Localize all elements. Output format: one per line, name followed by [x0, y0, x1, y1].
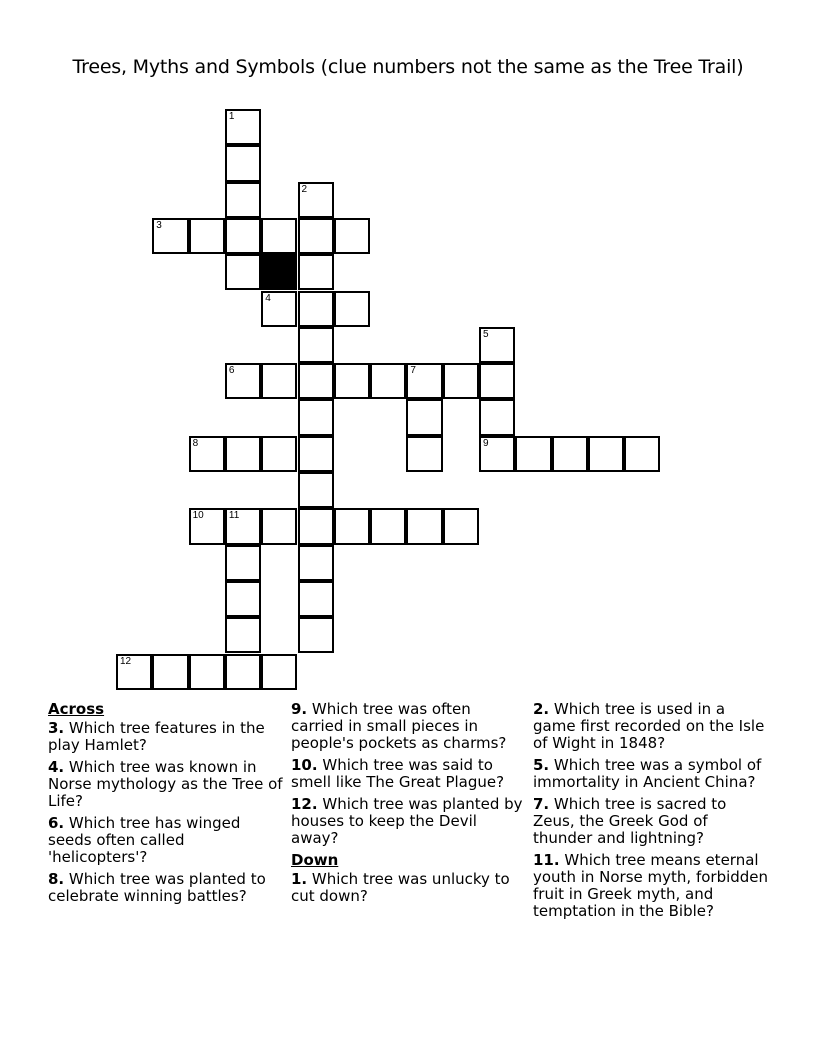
- grid-cell[interactable]: [588, 436, 624, 472]
- grid-cell[interactable]: [225, 145, 261, 181]
- grid-cell[interactable]: [261, 363, 297, 399]
- clue-text: Which tree was planted by houses to keep the Devil away?: [291, 795, 523, 847]
- grid-cell[interactable]: [479, 327, 515, 363]
- crossword-grid: [117, 110, 677, 700]
- grid-cell[interactable]: [261, 508, 297, 544]
- grid-cell[interactable]: [406, 508, 442, 544]
- grid-cell[interactable]: [225, 508, 261, 544]
- clue-number: 4.: [48, 758, 65, 776]
- grid-cell[interactable]: [443, 363, 479, 399]
- grid-cell[interactable]: [334, 291, 370, 327]
- grid-cell[interactable]: [552, 436, 588, 472]
- clue-text: Which tree is used in a game first recorded on the Isle of Wight in 1848?: [533, 700, 765, 752]
- clue-number: 1.: [291, 870, 308, 888]
- clue-across-3: [48, 720, 284, 754]
- grid-cell[interactable]: [298, 581, 334, 617]
- grid-cell[interactable]: [334, 508, 370, 544]
- grid-cell[interactable]: [298, 254, 334, 290]
- clue-across-9: [291, 701, 527, 752]
- clue-text: Which tree was said to smell like The Great Plague?: [291, 756, 505, 791]
- black-cell: [261, 254, 297, 290]
- grid-cell[interactable]: [298, 472, 334, 508]
- grid-cell[interactable]: [443, 508, 479, 544]
- clue-number-label: 11: [228, 510, 240, 522]
- clue-number-label: 10: [192, 510, 204, 522]
- grid-cell[interactable]: [334, 363, 370, 399]
- grid-cell[interactable]: [225, 363, 261, 399]
- clue-text: Which tree means eternal youth in Norse myth, forbidden fruit in Greek myth, and temptation in the Bible?: [533, 851, 769, 920]
- clue-number: 3.: [48, 719, 65, 737]
- clue-text: Which tree was planted to celebrate winning battles?: [48, 870, 266, 905]
- clue-down-11: [533, 852, 769, 920]
- grid-cell[interactable]: [334, 218, 370, 254]
- clue-number: 12.: [291, 795, 318, 813]
- grid-cell[interactable]: [298, 218, 334, 254]
- clue-down-2: [533, 701, 769, 752]
- grid-cell[interactable]: [479, 399, 515, 435]
- grid-cell[interactable]: [370, 508, 406, 544]
- clue-number: 2.: [533, 700, 550, 718]
- grid-cell[interactable]: [225, 654, 261, 690]
- grid-cell[interactable]: [406, 436, 442, 472]
- clue-number-label: 5: [483, 328, 489, 340]
- grid-cell[interactable]: [515, 436, 551, 472]
- grid-cell[interactable]: [261, 436, 297, 472]
- clue-number-label: 12: [120, 655, 132, 667]
- grid-cell[interactable]: [406, 363, 442, 399]
- across-heading: Across: [48, 700, 105, 718]
- grid-cell[interactable]: [261, 218, 297, 254]
- grid-cell[interactable]: [152, 654, 188, 690]
- clue-across-4: [48, 759, 284, 810]
- clue-number: 8.: [48, 870, 65, 888]
- clues-column-2: [291, 701, 527, 910]
- down-heading: Down: [291, 851, 339, 869]
- clue-down-7: [533, 796, 769, 847]
- grid-cell[interactable]: [189, 218, 225, 254]
- grid-cell[interactable]: [298, 436, 334, 472]
- grid-cell[interactable]: [225, 182, 261, 218]
- grid-cell[interactable]: [116, 654, 152, 690]
- clue-across-10: [291, 757, 527, 791]
- clue-number-label: 8: [192, 437, 199, 449]
- clue-number-label: 4: [265, 292, 271, 304]
- grid-cell[interactable]: [298, 182, 334, 218]
- grid-cell[interactable]: [298, 327, 334, 363]
- clue-text: Which tree was known in Norse mythology as the Tree of Life?: [48, 758, 283, 810]
- grid-cell[interactable]: [261, 291, 297, 327]
- grid-cell[interactable]: [298, 291, 334, 327]
- grid-cell[interactable]: [298, 363, 334, 399]
- grid-cell[interactable]: [225, 581, 261, 617]
- clue-across-6: [48, 815, 284, 866]
- clues-column-1: [48, 701, 284, 910]
- clue-across-8: [48, 871, 284, 905]
- grid-cell[interactable]: [225, 218, 261, 254]
- clue-text: Which tree was often carried in small pieces in people's pockets as charms?: [291, 700, 507, 752]
- clue-number-label: 1: [228, 111, 235, 122]
- grid-cell[interactable]: [189, 654, 225, 690]
- grid-cell[interactable]: [298, 508, 334, 544]
- clue-number-label: 9: [483, 437, 489, 449]
- clue-text: Which tree was a symbol of immortality in Ancient China?: [533, 756, 762, 791]
- grid-cell[interactable]: [479, 363, 515, 399]
- grid-cell[interactable]: [261, 654, 297, 690]
- grid-cell[interactable]: [225, 617, 261, 653]
- grid-cell[interactable]: [479, 436, 515, 472]
- clue-number: 7.: [533, 795, 550, 813]
- clue-down-5: [533, 757, 769, 791]
- clue-number: 6.: [48, 814, 65, 832]
- grid-cell[interactable]: [225, 545, 261, 581]
- grid-cell[interactable]: [298, 545, 334, 581]
- clue-number-label: 7: [410, 365, 416, 377]
- grid-cell[interactable]: [298, 617, 334, 653]
- grid-cell[interactable]: [298, 399, 334, 435]
- grid-cell[interactable]: [624, 436, 660, 472]
- clue-number-label: 3: [156, 219, 162, 231]
- clues-column-3: [533, 701, 769, 925]
- grid-cell[interactable]: [225, 436, 261, 472]
- clue-number-label: 2: [301, 183, 308, 195]
- clue-number: 9.: [291, 700, 308, 718]
- clue-number: 11.: [533, 851, 560, 869]
- grid-cell[interactable]: [225, 109, 261, 145]
- clue-number-label: 6: [228, 365, 235, 377]
- grid-cell[interactable]: [189, 508, 225, 544]
- grid-cell[interactable]: [189, 436, 225, 472]
- grid-cell[interactable]: [225, 254, 261, 290]
- grid-cell[interactable]: [152, 218, 188, 254]
- clue-number: 5.: [533, 756, 550, 774]
- puzzle-title: Trees, Myths and Symbols (clue numbers not the same as the Tree Trail): [72, 56, 744, 78]
- grid-cell[interactable]: [406, 399, 442, 435]
- clue-across-12: [291, 796, 527, 847]
- clue-text: Which tree has winged seeds often called 'helicopters'?: [48, 814, 241, 866]
- clue-number: 10.: [291, 756, 318, 774]
- clue-text: Which tree features in the play Hamlet?: [48, 719, 265, 754]
- grid-cell[interactable]: [370, 363, 406, 399]
- clue-text: Which tree was unlucky to cut down?: [291, 870, 510, 905]
- clue-text: Which tree is sacred to Zeus, the Greek God of thunder and lightning?: [533, 795, 727, 847]
- clue-down-1: [291, 871, 527, 905]
